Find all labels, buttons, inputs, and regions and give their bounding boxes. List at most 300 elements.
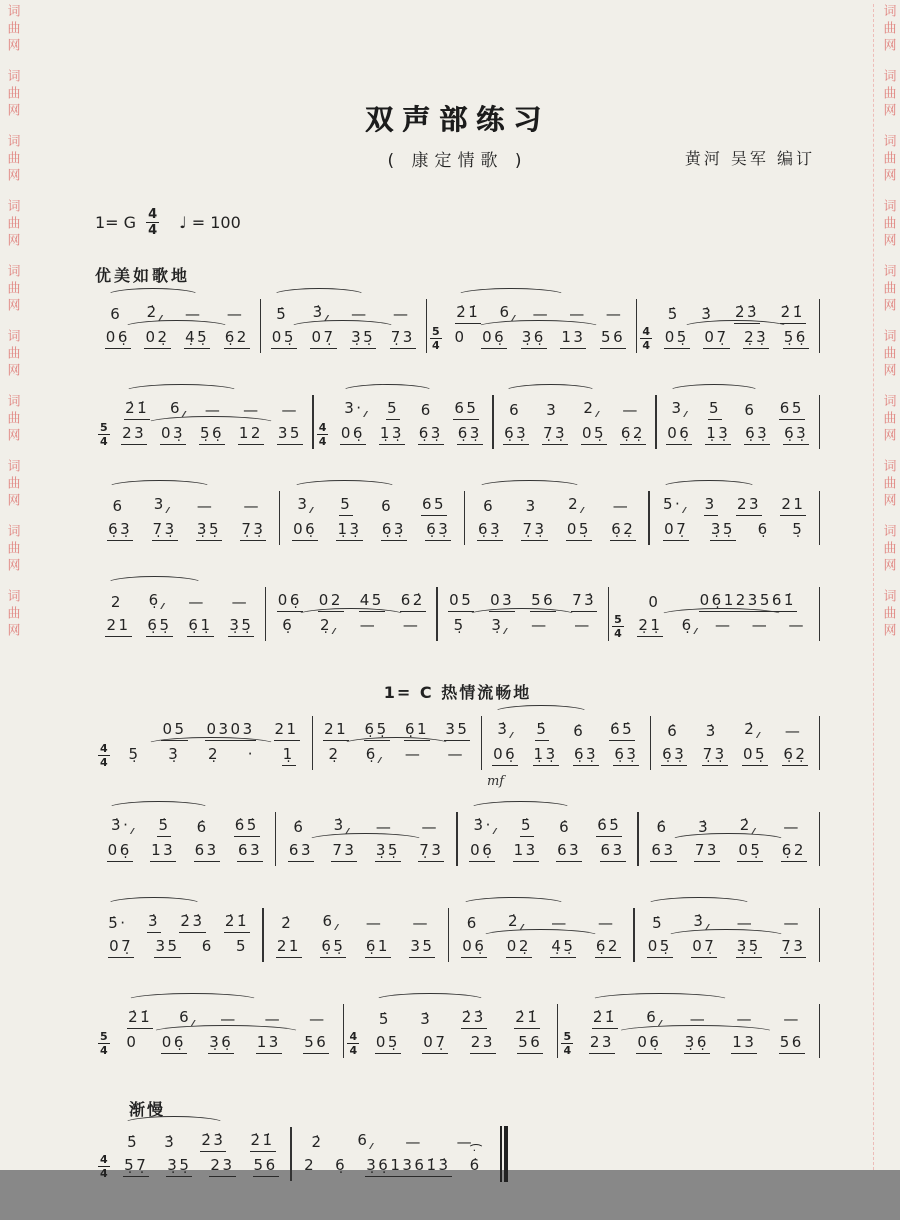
note-token: 2̇ ⁄⁄⁄ (739, 816, 755, 837)
note-token: 3̇· ⁄⁄⁄ (110, 816, 133, 837)
note-token: 6 (420, 401, 433, 420)
note-token: 56 (303, 1033, 329, 1054)
measure-notes (316, 713, 478, 773)
note-token: 0 (126, 1033, 139, 1051)
note-token: 06̣ (481, 328, 507, 349)
watermark-text: 词曲网 (880, 264, 896, 315)
note-token: 13 (256, 1033, 282, 1054)
voice-lower (468, 518, 646, 548)
note-token: — (788, 616, 806, 634)
note-token: 5 (236, 937, 249, 955)
voice-lower (638, 935, 816, 965)
note-token: 5̇ (652, 914, 665, 933)
measure (344, 1001, 557, 1061)
note-token: 6̇ (656, 818, 669, 837)
note-token: 6̣ (335, 1156, 348, 1174)
note-token: 63 (600, 841, 626, 862)
note-token: 6̣1 (365, 937, 391, 958)
note-token: 3̇ ⁄⁄⁄ (692, 912, 708, 933)
voice-upper (497, 392, 653, 420)
note-token: 2̇ (311, 1133, 324, 1152)
measure-notes (468, 488, 646, 548)
note-token: 1̣3̣ (336, 520, 362, 541)
note-token: 7̣3̣ (542, 424, 568, 445)
note-token: 06̣ (277, 591, 303, 612)
barline (819, 716, 820, 770)
note-token: 3̇ (698, 818, 711, 837)
time-signature (612, 614, 624, 639)
measure (609, 584, 819, 644)
note-token: 05 (448, 591, 474, 612)
voice-upper (98, 584, 262, 612)
note-token: 2 (304, 1156, 317, 1174)
voice-lower (364, 1031, 554, 1061)
key-signature-line (95, 208, 820, 237)
voice-lower (98, 839, 272, 869)
note-token: 6̣5̣ (146, 616, 172, 637)
note-token: 05̣ (271, 328, 297, 349)
note-token: — (456, 1133, 475, 1152)
note-token: 3̣6̣ (208, 1033, 234, 1054)
note-token: — (402, 616, 421, 634)
time-signature-denominator: 4 (642, 339, 650, 352)
arranger-credit: 黄河 吴军 编订 (684, 149, 815, 168)
measure (261, 296, 426, 356)
note-token: 6 ⁄⁄⁄ (645, 1008, 661, 1029)
final-barline-thick (504, 1126, 508, 1182)
note-token: 56 (530, 591, 556, 612)
time-signature (561, 1031, 573, 1056)
barline (819, 395, 820, 449)
subtitle: ( 康定情歌 ) (387, 151, 528, 171)
measure-notes (638, 905, 816, 965)
note-token: 6 ⁄⁄⁄ (498, 303, 514, 324)
voice-upper (468, 488, 646, 516)
voice-lower (452, 935, 630, 965)
note-token: 2 ⁄⁄⁄ (567, 495, 583, 516)
note-token: 6̣3̣ (573, 745, 599, 766)
note-token: 6 (744, 401, 757, 420)
measure (95, 1124, 290, 1184)
measure (276, 809, 456, 869)
watermark-text: 词曲网 (4, 589, 20, 640)
voice-lower (657, 326, 816, 356)
note-token: 35 (444, 720, 470, 741)
watermark-text: 词曲网 (4, 329, 20, 380)
voice-lower (115, 422, 310, 452)
measure (458, 809, 638, 869)
note-token: 6̣3̣ (661, 745, 687, 766)
voice-lower (98, 326, 257, 356)
note-token: 56 (517, 1033, 543, 1054)
note-token: 6̇5̇ (234, 816, 260, 837)
watermark-text: 词曲网 (880, 329, 896, 380)
voice-upper (364, 1001, 554, 1029)
note-token: — (447, 745, 466, 763)
note-token: 62̇ (400, 591, 426, 612)
watermark-text: 词曲网 (880, 524, 896, 575)
expression-marking: 优美如歌地 (95, 266, 191, 285)
note-token: — (569, 305, 587, 324)
note-token: — (264, 1010, 283, 1029)
measure (482, 713, 650, 789)
tempo-marking: ♩ = 100 (179, 213, 241, 232)
note-token: 2̇3̇ (179, 912, 205, 933)
note-token: 6̣2̣ (610, 520, 636, 541)
note-token: 2̇1̇ (780, 303, 806, 324)
note-token: 3̣5̣ (710, 520, 736, 541)
note-token: 6 (201, 937, 214, 955)
watermark-text: 词曲网 (880, 199, 896, 250)
note-token: 05̣ (742, 745, 768, 766)
time-signature-denominator: 4 (100, 435, 108, 448)
voice-lower (98, 614, 262, 644)
measure (95, 392, 312, 452)
note-token: 6̣5̣ (364, 720, 390, 741)
measure (292, 1124, 495, 1184)
note-token: 3̇ (420, 1010, 433, 1029)
note-token: 65 (779, 399, 805, 420)
note-token: 6̣5̣ (320, 937, 346, 958)
note-token: 03̣ (160, 424, 186, 445)
note-token: — (783, 1010, 801, 1029)
note-token: · (247, 745, 255, 763)
watermark-text: 词曲网 (4, 134, 20, 185)
note-token: 56 (253, 1156, 279, 1177)
measure-notes (441, 584, 605, 644)
note-token: 6̣1 (404, 720, 430, 741)
note-token: 5̣6̣ (199, 424, 225, 445)
voice-upper (295, 1124, 492, 1152)
note-token: 6̣3̣ (744, 424, 770, 445)
voice-lower (283, 518, 461, 548)
note-token: 7̣3 (418, 841, 444, 862)
system (95, 1124, 508, 1184)
note-token: 6 (509, 401, 522, 420)
barline (819, 299, 820, 353)
note-token: 3· ⁄⁄⁄ (343, 399, 366, 420)
system (95, 488, 820, 548)
section-marking: 1= C 热情流畅地 (383, 683, 532, 702)
note-token: 3 (546, 401, 559, 420)
measure-notes (447, 296, 633, 356)
note-token: 7̣3 (780, 937, 806, 958)
note-token: 23 (121, 424, 147, 445)
note-token: 13 (731, 1033, 757, 1054)
barline (819, 587, 820, 641)
note-token: — (531, 616, 549, 634)
system (95, 809, 820, 869)
note-token: 06̣ (461, 937, 487, 958)
note-token: 6̣2 (224, 328, 250, 349)
measure (95, 488, 279, 548)
system (95, 296, 820, 356)
note-token: 07̣ (663, 520, 689, 541)
note-token: 5̇ (127, 1133, 140, 1152)
final-barline-thin (500, 1126, 502, 1182)
note-token: 2̇3̇ (461, 1008, 487, 1029)
measure-notes (364, 1001, 554, 1061)
note-token: — (405, 1133, 423, 1152)
time-signature-numerator: 5 (100, 421, 108, 434)
measure (280, 488, 464, 548)
note-token: 56 (600, 328, 626, 349)
measure-notes (115, 713, 309, 773)
measure-notes (279, 809, 453, 869)
voice-upper (653, 488, 816, 516)
barline (819, 908, 820, 962)
voice-lower (316, 743, 478, 773)
note-token: 2̣ ⁄⁄⁄ (319, 616, 335, 637)
note-token: 2̣3̣ (743, 328, 769, 349)
note-token: 12 (238, 424, 264, 445)
watermark-text: 词曲网 (880, 69, 896, 120)
measure (95, 905, 262, 965)
note-token: 35 (277, 424, 303, 445)
note-token: 07̣ (310, 328, 336, 349)
watermark-text: 词曲网 (4, 69, 20, 120)
note-token: 07̣ (422, 1033, 448, 1054)
note-token: 6̇ (559, 818, 572, 837)
note-token: 3̇· ⁄⁄⁄ (473, 816, 496, 837)
measure-notes (264, 296, 423, 356)
measure-notes (267, 905, 445, 965)
note-token: — (231, 593, 250, 612)
measure (657, 392, 819, 452)
watermark-text: 词曲网 (4, 459, 20, 510)
measure-notes (578, 1001, 815, 1061)
note-token: 07̣ (703, 328, 729, 349)
measure (651, 713, 819, 773)
note-token: — (365, 914, 384, 933)
voice-upper (333, 392, 489, 420)
note-token: 6̣2̣ (782, 745, 808, 766)
note-token: 6̣3̣ (503, 424, 529, 445)
time-signature-denominator: 4 (318, 435, 327, 448)
voice-upper (660, 392, 816, 420)
note-token: 5 (708, 399, 722, 420)
note-token: 21 (276, 937, 302, 958)
note-token: — (375, 818, 394, 837)
note-token: 1̣3̣ (705, 424, 731, 445)
note-token: 6̇ (293, 818, 306, 837)
measure-notes (660, 392, 816, 452)
note-token: — (783, 914, 801, 933)
note-token: 3̇ (705, 722, 718, 741)
note-token: 5̣7̣ (123, 1156, 149, 1177)
note-token: 0 (648, 593, 661, 612)
voice-lower (660, 422, 816, 452)
note-token: 06̣ (292, 520, 318, 541)
time-signature-denominator: 4 (563, 1044, 572, 1057)
note-token: 06̣ (107, 841, 133, 862)
voice-upper (98, 488, 276, 516)
note-token: 4̣5̣ (184, 328, 210, 349)
note-token: — (309, 1010, 327, 1029)
voice-lower (578, 1031, 815, 1061)
note-token: 6̣2 (595, 937, 621, 958)
voice-lower (267, 935, 445, 965)
note-token: 5 (339, 495, 353, 516)
note-token: — (532, 305, 551, 324)
dynamic-marking: mf (486, 774, 505, 789)
note-token: 06̣ (340, 424, 366, 445)
measure (95, 713, 312, 773)
note-token: 2̣1̣ (637, 616, 663, 637)
note-token: 3̣5̣ (736, 937, 762, 958)
note-token: 2̣ (207, 745, 221, 763)
note-token: 6̣2̣ (620, 424, 646, 445)
voice-lower (269, 614, 433, 644)
note-token: 6̣ ⁄⁄⁄ (681, 616, 697, 637)
note-token: 6̣3̣ (425, 520, 451, 541)
time-signature (640, 326, 652, 351)
measure-notes (629, 584, 816, 644)
note-token: 6̇ (667, 722, 680, 741)
voice-lower (447, 326, 633, 356)
note-token: 3̣6̣ (521, 328, 547, 349)
note-token: — (404, 745, 423, 763)
note-token: 3̣ (168, 745, 181, 763)
measure-notes (98, 584, 262, 644)
voice-lower (333, 422, 489, 452)
time-signature-numerator: 5 (100, 1030, 108, 1043)
measure (635, 905, 819, 965)
final-barline (500, 1126, 508, 1182)
measure (438, 584, 608, 644)
measure (264, 905, 448, 965)
note-token: 5̇ (378, 1010, 391, 1029)
measure (558, 1001, 818, 1061)
voice-upper (654, 713, 816, 741)
note-token: 5̇ (157, 816, 171, 837)
note-token: 3̇ ⁄⁄⁄ (333, 816, 349, 837)
note-token: 3 (525, 497, 538, 516)
note-token: 6̇5̇ (596, 816, 622, 837)
watermark-text: 词曲网 (4, 199, 20, 250)
note-token: — (598, 914, 616, 933)
voice-lower (642, 839, 816, 869)
time-signature-denominator: 4 (349, 1044, 358, 1057)
voice-lower (98, 518, 276, 548)
voice-lower (485, 743, 647, 789)
time-signature-denominator: 4 (100, 756, 108, 769)
note-token: 6̣3̣ (783, 424, 809, 445)
note-token: 6 (112, 497, 125, 516)
note-token: 2̇ ⁄⁄⁄ (507, 912, 523, 933)
note-token: 0 (454, 328, 467, 346)
voice-lower (441, 614, 605, 644)
note-token: 73 (331, 841, 357, 862)
note-token: 07̣ (108, 937, 134, 958)
note-token: 63 (194, 841, 220, 862)
note-token: 23 (470, 1033, 496, 1054)
note-token: 6 ⁄⁄⁄ (178, 1008, 194, 1029)
note-token: — (784, 722, 803, 741)
note-token: 06̣123561̇ (699, 591, 797, 612)
note-token: — (359, 616, 378, 634)
measure-notes (269, 584, 433, 644)
subtitle-row (95, 146, 820, 192)
note-token: — (736, 914, 755, 933)
note-token: 05̣ (737, 841, 763, 862)
note-token: 13 (513, 841, 539, 862)
voice-upper (485, 713, 647, 741)
measure (637, 296, 818, 356)
system (95, 584, 820, 644)
time-signature (347, 1031, 359, 1056)
note-token: 07̣ (691, 937, 717, 958)
note-token: — (226, 305, 245, 324)
note-token: 06̣ (161, 1033, 187, 1054)
note-token: 7̣3̣ (521, 520, 547, 541)
measure (427, 296, 636, 356)
note-token: 21 (780, 495, 806, 516)
watermark-text: 词曲网 (880, 394, 896, 445)
note-token: 63 (288, 841, 314, 862)
note-token: 3̣5̣ (350, 328, 376, 349)
note-token: 6̣ ⁄⁄⁄ (365, 745, 381, 766)
voice-upper (267, 905, 445, 933)
measure-notes (115, 1124, 288, 1184)
meter-fraction (146, 208, 159, 237)
meter-denominator: 4 (148, 223, 158, 238)
system (95, 713, 820, 789)
measure-notes (295, 1124, 492, 1184)
note-token: 05̣ (581, 424, 607, 445)
note-token: 02 (318, 591, 344, 612)
note-token: 3̣5̣ (196, 520, 222, 541)
note-token: 1̣3̣ (533, 745, 559, 766)
note-token: 5̇ (276, 305, 289, 324)
voice-lower (654, 743, 816, 773)
measure (95, 809, 275, 869)
note-token: 35 (154, 937, 180, 958)
voice-lower (115, 1031, 340, 1061)
note-token: 5̇· (108, 914, 128, 933)
note-token: 2 ⁄⁄⁄ (582, 399, 598, 420)
note-token: 6̣3̣ (418, 424, 444, 445)
note-token: 2̇1̇ (224, 912, 250, 933)
measure-notes (98, 296, 257, 356)
measure (449, 905, 633, 965)
note-token: 6̣3̣ (381, 520, 407, 541)
note-token: 2̇ ⁄⁄⁄ (743, 720, 759, 741)
note-token: 05̣ (664, 328, 690, 349)
note-token: 6̇ (573, 722, 586, 741)
system (95, 1001, 820, 1061)
note-token: 13 (560, 328, 586, 349)
watermark-text: 词曲网 (880, 134, 896, 185)
note-token: — (736, 1010, 755, 1029)
note-token: 23 (209, 1156, 235, 1177)
meter-numerator: 4 (148, 207, 158, 222)
measure-notes (115, 1001, 340, 1061)
note-token: 2̇ ⁄⁄⁄ (146, 303, 162, 324)
note-token: 3 ⁄⁄⁄ (671, 399, 687, 420)
page-title: 双声部练习 (364, 103, 550, 136)
note-token: 1̣ (282, 745, 296, 766)
note-token: 6̇5̇ (609, 720, 635, 741)
note-token: 6 (381, 497, 394, 516)
note-token: 23 (589, 1033, 615, 1054)
note-token: 6̣3̣ (457, 424, 483, 445)
measure-notes (333, 392, 489, 452)
note-token: 7̣3 (390, 328, 416, 349)
voice-upper (115, 1124, 288, 1152)
note-token: 0303 (205, 720, 255, 741)
score (95, 296, 820, 1184)
